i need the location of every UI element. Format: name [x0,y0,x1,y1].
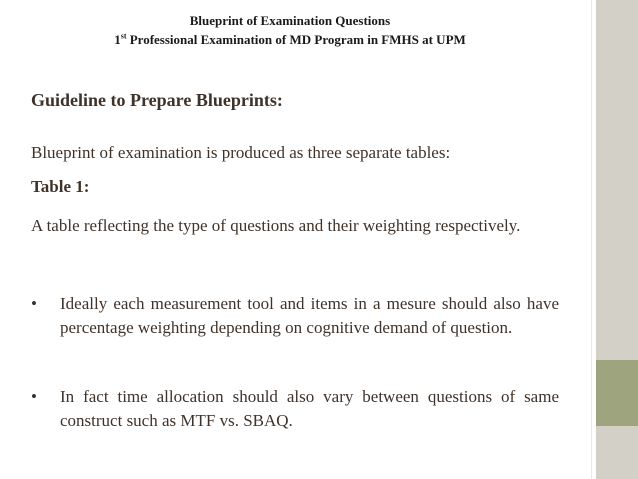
subtitle-superscript: st [120,31,127,41]
sidebar-segment-accent [596,360,638,426]
table-description: A table reflecting the type of questions and their weighting respectively. [31,216,521,235]
table-label: Table 1: [31,177,90,196]
sidebar-segment-top [596,0,638,360]
bullet-mark: • [31,294,37,313]
bullet-item [31,385,559,433]
decorative-sidebar [596,0,638,479]
subtitle-rest: Professional Examination of MD Program in FMHS at UPM [126,32,466,47]
subtitle-ordinal: 1 [114,32,121,47]
sidebar-segment-bottom [596,426,638,479]
section-heading: Guideline to Prepare Blueprints: [31,90,283,110]
header-title: Blueprint of Examination Questions [189,13,391,28]
sidebar-divider [591,0,592,479]
bullet-mark: • [31,387,37,406]
header-subtitle [30,30,550,49]
intro-text: Blueprint of examination is produced as three separate tables: [31,143,451,162]
bullet-text: In fact time allocation should also vary between questions of same construct such as MTF vs. SBAQ. [60,387,559,430]
slide-header [30,11,550,49]
bullet-item [31,292,559,340]
bullet-text: Ideally each measurement tool and items in a mesure should also have percentage weighting depending on cognitive demand of question. [60,294,559,337]
